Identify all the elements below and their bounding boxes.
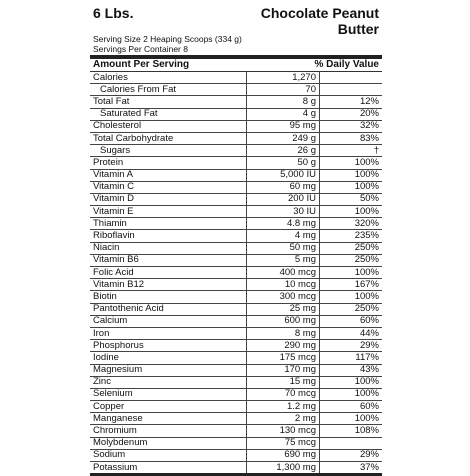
nutrient-name: Protein xyxy=(90,157,247,169)
nutrient-row xyxy=(90,181,382,193)
nutrient-daily-value: 37% xyxy=(320,462,383,475)
nutrient-row xyxy=(90,401,382,413)
nutrient-row xyxy=(90,218,382,230)
nutrient-name: Cholesterol xyxy=(90,120,247,132)
nutrient-name: Vitamin C xyxy=(90,181,247,193)
nutrient-amount: 200 IU xyxy=(247,193,320,205)
nutrition-facts-panel xyxy=(90,0,382,476)
nutrient-daily-value: 100% xyxy=(320,267,383,279)
nutrient-row xyxy=(90,352,382,364)
nutrient-amount: 1,300 mg xyxy=(247,462,320,475)
nutrient-daily-value: 50% xyxy=(320,193,383,205)
nutrient-daily-value: 32% xyxy=(320,120,383,132)
nutrient-daily-value: 108% xyxy=(320,425,383,437)
nutrient-daily-value: 250% xyxy=(320,242,383,254)
nutrient-amount: 690 mg xyxy=(247,449,320,461)
flavor-name: Chocolate Peanut Butter xyxy=(260,5,379,37)
nutrient-row xyxy=(90,437,382,449)
nutrient-daily-value: 250% xyxy=(320,254,383,266)
nutrient-daily-value: 117% xyxy=(320,352,383,364)
nutrient-row xyxy=(90,303,382,315)
nutrient-name: Zinc xyxy=(90,376,247,388)
nutrient-row xyxy=(90,267,382,279)
nutrient-daily-value xyxy=(320,437,383,449)
nutrient-row xyxy=(90,449,382,461)
column-header xyxy=(90,59,382,72)
nutrient-daily-value: 100% xyxy=(320,291,383,303)
nutrient-amount: 25 mg xyxy=(247,303,320,315)
nutrient-name: Biotin xyxy=(90,291,247,303)
nutrient-daily-value: 100% xyxy=(320,388,383,400)
nutrient-amount: 95 mg xyxy=(247,120,320,132)
nutrient-daily-value: 60% xyxy=(320,315,383,327)
nutrient-row xyxy=(90,72,382,84)
nutrient-name: Calories From Fat xyxy=(90,84,247,96)
nutrient-amount: 4.8 mg xyxy=(247,218,320,230)
nutrient-amount: 70 mcg xyxy=(247,388,320,400)
nutrient-name: Molybdenum xyxy=(90,437,247,449)
nutrient-name: Calories xyxy=(90,72,247,84)
nutrient-daily-value xyxy=(320,84,383,96)
nutrient-daily-value: 29% xyxy=(320,449,383,461)
nutrient-amount: 249 g xyxy=(247,132,320,144)
daily-value-heading: % Daily Value xyxy=(314,59,379,70)
label-header xyxy=(90,0,382,37)
nutrient-row xyxy=(90,340,382,352)
nutrient-row xyxy=(90,291,382,303)
nutrient-daily-value xyxy=(320,72,383,84)
nutrient-name: Folic Acid xyxy=(90,267,247,279)
nutrient-amount: 300 mcg xyxy=(247,291,320,303)
nutrient-row xyxy=(90,230,382,242)
nutrient-name: Phosphorus xyxy=(90,340,247,352)
nutrient-name: Iodine xyxy=(90,352,247,364)
nutrient-name: Manganese xyxy=(90,413,247,425)
nutrient-amount: 60 mg xyxy=(247,181,320,193)
nutrient-name: Sugars xyxy=(90,145,247,157)
servings-per-container: Servings Per Container 8 xyxy=(93,44,188,54)
nutrient-daily-value: 12% xyxy=(320,96,383,108)
nutrient-daily-value: 100% xyxy=(320,157,383,169)
nutrient-daily-value: 320% xyxy=(320,218,383,230)
nutrient-row xyxy=(90,193,382,205)
nutrient-row xyxy=(90,462,382,475)
nutrient-row xyxy=(90,206,382,218)
nutrient-row xyxy=(90,84,382,96)
nutrient-amount: 15 mg xyxy=(247,376,320,388)
nutrient-amount: 175 mcg xyxy=(247,352,320,364)
nutrient-daily-value: 44% xyxy=(320,327,383,339)
nutrient-name: Copper xyxy=(90,401,247,413)
nutrient-amount: 600 mg xyxy=(247,315,320,327)
nutrient-amount: 400 mcg xyxy=(247,267,320,279)
nutrient-row xyxy=(90,169,382,181)
nutrient-row xyxy=(90,425,382,437)
nutrient-row xyxy=(90,120,382,132)
nutrient-name: Magnesium xyxy=(90,364,247,376)
nutrient-amount: 30 IU xyxy=(247,206,320,218)
nutrient-name: Saturated Fat xyxy=(90,108,247,120)
amount-per-serving-heading: Amount Per Serving xyxy=(93,59,190,70)
nutrient-amount: 5,000 IU xyxy=(247,169,320,181)
nutrient-row xyxy=(90,364,382,376)
nutrient-name: Vitamin B6 xyxy=(90,254,247,266)
nutrient-amount: 2 mg xyxy=(247,413,320,425)
nutrient-amount: 130 mcg xyxy=(247,425,320,437)
nutrient-name: Sodium xyxy=(90,449,247,461)
nutrient-row xyxy=(90,376,382,388)
nutrient-row xyxy=(90,315,382,327)
nutrient-name: Vitamin D xyxy=(90,193,247,205)
nutrient-amount: 4 g xyxy=(247,108,320,120)
nutrient-amount: 50 g xyxy=(247,157,320,169)
nutrient-name: Vitamin E xyxy=(90,206,247,218)
nutrient-row xyxy=(90,279,382,291)
nutrient-name: Chromium xyxy=(90,425,247,437)
nutrient-row xyxy=(90,145,382,157)
nutrient-amount: 1.2 mg xyxy=(247,401,320,413)
nutrient-daily-value: 100% xyxy=(320,376,383,388)
nutrient-daily-value: † xyxy=(320,145,383,157)
nutrient-table xyxy=(90,72,382,476)
nutrient-name: Iron xyxy=(90,327,247,339)
nutrient-name: Riboflavin xyxy=(90,230,247,242)
nutrient-row xyxy=(90,254,382,266)
nutrient-row xyxy=(90,132,382,144)
nutrient-amount: 8 g xyxy=(247,96,320,108)
nutrient-daily-value: 83% xyxy=(320,132,383,144)
nutrient-daily-value: 235% xyxy=(320,230,383,242)
nutrient-daily-value: 100% xyxy=(320,169,383,181)
nutrient-amount: 5 mg xyxy=(247,254,320,266)
nutrient-name: Thiamin xyxy=(90,218,247,230)
serving-size: Serving Size 2 Heaping Scoops (334 g) xyxy=(93,34,242,44)
nutrient-amount: 4 mg xyxy=(247,230,320,242)
nutrient-name: Total Carbohydrate xyxy=(90,132,247,144)
nutrient-daily-value: 100% xyxy=(320,206,383,218)
nutrient-name: Vitamin A xyxy=(90,169,247,181)
nutrient-daily-value: 167% xyxy=(320,279,383,291)
nutrient-name: Pantothenic Acid xyxy=(90,303,247,315)
nutrient-daily-value: 250% xyxy=(320,303,383,315)
nutrient-row xyxy=(90,413,382,425)
nutrient-name: Vitamin B12 xyxy=(90,279,247,291)
nutrient-daily-value: 20% xyxy=(320,108,383,120)
nutrient-amount: 75 mcg xyxy=(247,437,320,449)
nutrient-name: Total Fat xyxy=(90,96,247,108)
nutrient-name: Selenium xyxy=(90,388,247,400)
nutrient-amount: 10 mcg xyxy=(247,279,320,291)
nutrient-amount: 170 mg xyxy=(247,364,320,376)
nutrient-amount: 8 mg xyxy=(247,327,320,339)
nutrient-row xyxy=(90,327,382,339)
nutrient-daily-value: 60% xyxy=(320,401,383,413)
nutrient-daily-value: 29% xyxy=(320,340,383,352)
nutrient-amount: 26 g xyxy=(247,145,320,157)
nutrient-amount: 1,270 xyxy=(247,72,320,84)
nutrient-name: Potassium xyxy=(90,462,247,475)
nutrient-amount: 290 mg xyxy=(247,340,320,352)
nutrient-daily-value: 43% xyxy=(320,364,383,376)
package-size: 6 Lbs. xyxy=(93,5,134,21)
nutrient-daily-value: 100% xyxy=(320,413,383,425)
nutrient-amount: 70 xyxy=(247,84,320,96)
nutrient-daily-value: 100% xyxy=(320,181,383,193)
nutrient-name: Calcium xyxy=(90,315,247,327)
nutrient-row xyxy=(90,388,382,400)
nutrient-row xyxy=(90,242,382,254)
nutrient-row xyxy=(90,96,382,108)
nutrient-row xyxy=(90,157,382,169)
nutrient-row xyxy=(90,108,382,120)
nutrient-name: Niacin xyxy=(90,242,247,254)
nutrient-amount: 50 mg xyxy=(247,242,320,254)
